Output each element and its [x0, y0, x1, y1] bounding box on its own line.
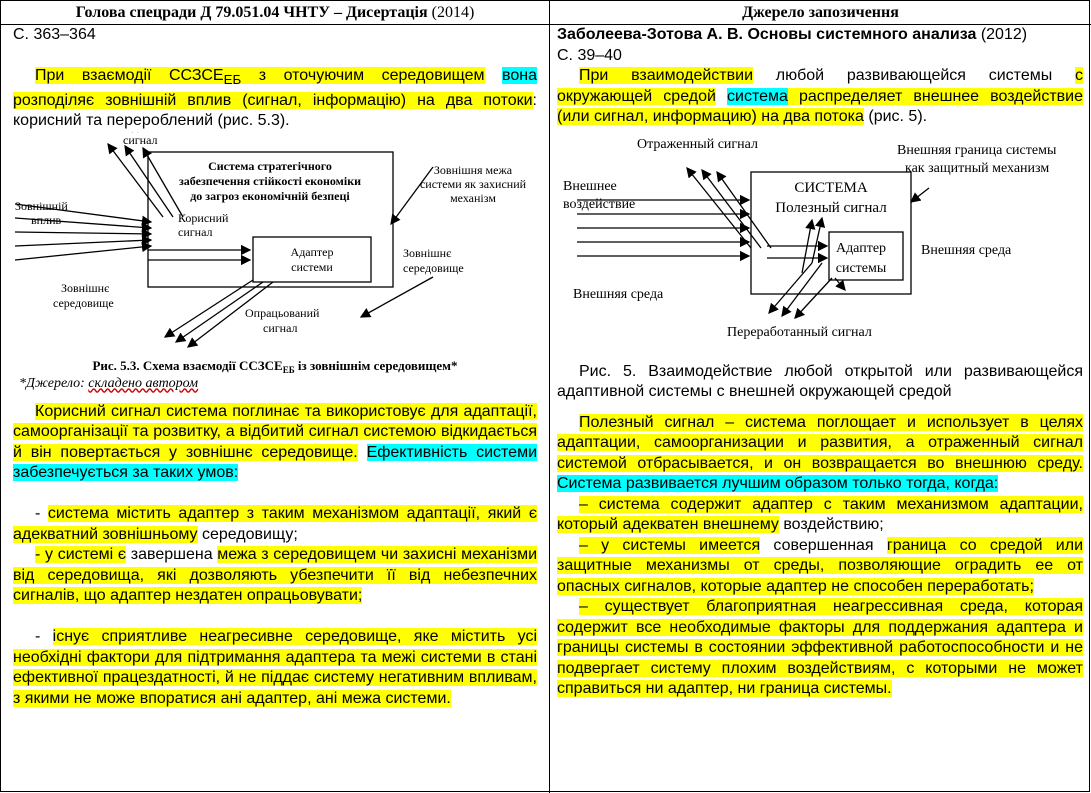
right-adapter-1: Адаптер [835, 240, 887, 256]
header-source [550, 1, 1091, 24]
left-boundary-3: механізм [450, 190, 496, 205]
left-caption: Рис. 5.3. Схема взаємодії $ССЗСЕ_{ЕБ}$ із зовнішнім середовищем* [92, 357, 458, 375]
right-pages: С. 39–40 [557, 46, 622, 64]
left-box-title-1: Система стратегічного [208, 158, 332, 173]
left-box-title-2: забезпечення стійкості економіки [178, 173, 362, 188]
header-dissertation [1, 1, 549, 24]
left-adapter-1: Адаптер [290, 244, 334, 259]
right-column [557, 25, 1083, 700]
left-p1-c: вона [502, 67, 537, 84]
left-boundary-1: Зовнішня межа [433, 162, 513, 177]
right-reflected: Отраженный сигнал [637, 136, 758, 152]
left-processed-1: Опрацьований [245, 305, 320, 320]
right-env-left: Внешняя среда [573, 286, 664, 302]
left-ext-2: вплив [31, 212, 62, 227]
left-useful-1: Корисний [178, 210, 229, 225]
left-env-in-1: Зовнішнє [61, 280, 110, 295]
left-paragraph-1 [13, 66, 537, 132]
left-figure [13, 132, 537, 382]
right-boundary-1: Внешняя граница системы [897, 142, 1057, 158]
right-paragraph-1: При взаимодействии любой развивающейся системы с окружающей средой система распределяет внешнее воздействие (или сигнал, информацию) на два потока (рис. 5). [557, 67, 1084, 125]
left-bullet-1: - система містить адаптер з таким механізмом адаптації, який є адекватний зовнішньому середовищу; [13, 505, 537, 543]
left-processed-2: сигнал [263, 320, 298, 335]
left-adapter-2: системи [291, 259, 333, 274]
right-figure [557, 128, 1083, 354]
right-ext-2: воздействие [563, 196, 636, 212]
left-p1-sub: ЕБ [223, 72, 242, 88]
left-env-out-1: Зовнішнє [403, 245, 452, 260]
left-env-in-2: середовище [53, 295, 114, 310]
left-boundary-2: системи як захисний [419, 176, 527, 191]
right-useful: Полезный сигнал [775, 199, 887, 216]
right-bullet-1: – система содержит адаптер с таким механизмом адаптации, который адекватен внешнему воздействию; [557, 495, 1083, 533]
left-paragraph-2 [13, 402, 537, 484]
left-bullet-3: - існує сприятливе неагресивне середовище, яке містить усі необхідні фактори для підтримання адаптера та межі системи в стані ефективної працездатності, й не піддає систему негативним впливам, з якими не може впоратися ані адаптер, ані межа системи. [13, 628, 537, 707]
left-figure-diagram [13, 132, 537, 382]
right-figure-diagram [557, 128, 1083, 354]
header-source-title: Джерело запозичення [742, 4, 899, 21]
right-processed: Переработанный сигнал [727, 324, 872, 340]
right-system: СИСТЕМА [794, 179, 868, 196]
left-useful-2: сигнал [178, 224, 213, 239]
left-env-out-2: середовище [403, 260, 464, 275]
left-p1-d: розподіляє зовнішній вплив (сигнал, інформацію) на два потоки [13, 91, 533, 109]
right-adapter-2: системы [835, 260, 887, 276]
left-p1-e: : корисний та перероблений (рис. 5.3). [13, 91, 537, 130]
right-reference: Заболеева-Зотова А. В. Основы системного анализа (2012) [557, 26, 1028, 43]
right-boundary-2: как защитный механизм [905, 160, 1050, 176]
left-bullet-2: - у системі є завершена межа з середовищем чи захисні механізми від середовища, які дозволяють убезпечити її від небезпечних сигналів, що адаптер нездатен опрацьовувати; [13, 546, 538, 605]
left-reflected-2: сигнал [123, 132, 158, 147]
left-p2-a: Корисний сигнал система поглинає та використовує для адаптації, самоорганізації та розвитку, а відбитий сигнал системою відкидається й він повертається у зовнішнє середовище. [13, 402, 537, 461]
left-p2-b: Ефективність системи забезпечується за таких умов: [13, 443, 538, 482]
table-header [1, 1, 1091, 25]
left-box-title-3: до загроз економічній безпеці [190, 188, 350, 203]
header-dissertation-year: (2014) [431, 4, 475, 21]
right-ext-1: Внешнее [563, 178, 617, 194]
right-caption: Рис. 5. Взаимодействие любой открытой или развивающейся адаптивной системы с внешней окружающей средой [557, 362, 1083, 400]
column-divider [549, 1, 550, 793]
header-dissertation-title: Голова спецради Д 79.051.04 ЧНТУ – Дисертація [75, 4, 428, 21]
right-bullet-3: – существует благоприятная неагрессивная среда, которая содержит все необходимые факторы для поддержания адаптера и границы системы в состоянии эффективной работоспособности и не подвергает систему плохим воздействиям, с которыми не может справиться ни адаптер, ни граница системы. [557, 598, 1083, 697]
left-ext-1: Зовнішній [15, 198, 68, 213]
right-env-right: Внешняя среда [921, 242, 1012, 258]
left-column [13, 25, 537, 709]
left-p1-a: При взаємодії ССЗСЕ [35, 67, 224, 84]
left-pages: С. 363–364 [13, 26, 96, 43]
right-paragraph-2: Полезный сигнал – система поглощает и использует в целях адаптации, самоорганизации и развития, а отраженный сигнал системой отбрасывается, и он возвращается во внешнюю среду. Система развивается лучшим образом только тогда, когда: [557, 413, 1083, 492]
left-source-note: *Джерело: складено автором [19, 375, 199, 391]
right-bullet-2: – у системы имеется совершенная граница со средой или защитные механизмы от среды, позволяющие оградить ее от опасных сигналов, которые адаптер не способен переработать; [557, 536, 1084, 595]
left-p1-b: з оточуючим середовищем [241, 67, 485, 84]
